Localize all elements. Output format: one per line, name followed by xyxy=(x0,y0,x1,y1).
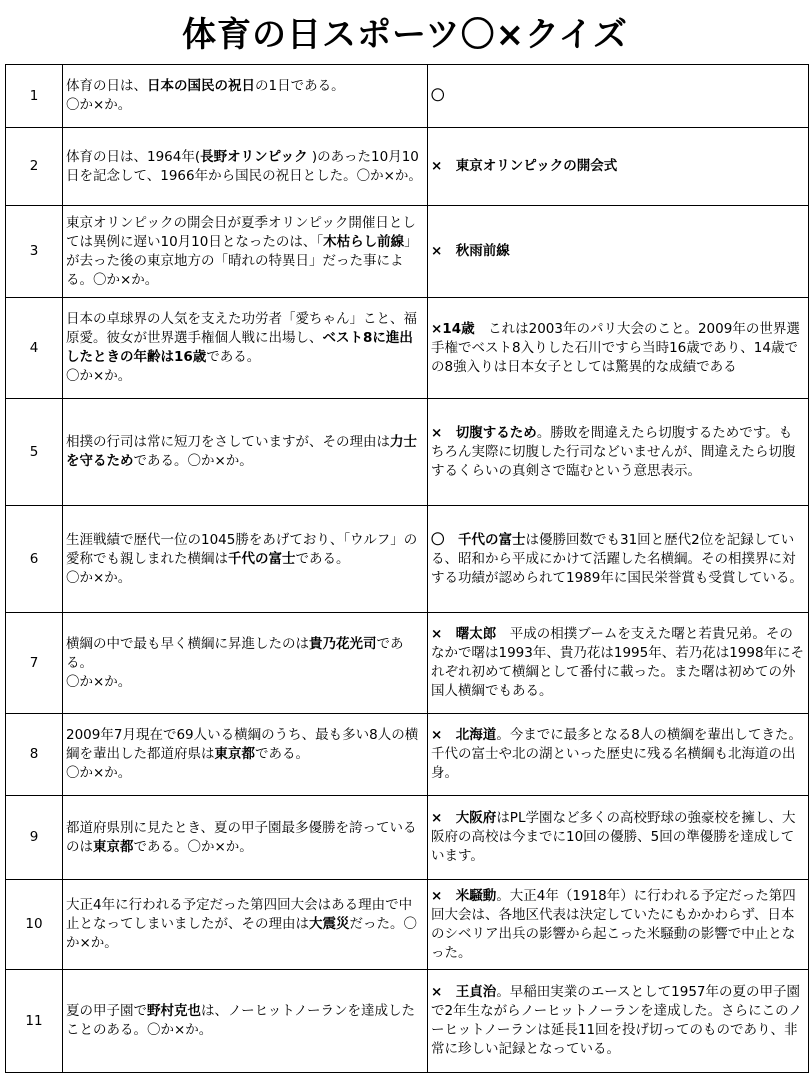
a-text-segment: 。大正4年（1918年）に行われる予定だった第四回大会は、各地区代表は決定していたにもかかわらず、日本のシベリア出兵の影響から起こった米騒動の影響で中止となった。 xyxy=(431,887,796,961)
q-text-segment: 貴乃花光司 xyxy=(309,635,377,652)
a-text-segment: 〇 xyxy=(431,87,445,104)
answer-cell xyxy=(428,65,809,128)
question-cell xyxy=(63,970,428,1073)
a-text-segment: 〇 千代の富士 xyxy=(431,531,526,548)
quiz-row xyxy=(6,613,809,714)
a-text-segment: 。早稲田実業のエースとして1957年の夏の甲子園で2年生ながらノーヒットノーランを達成した。さらにこのノーヒットノーランは延長11回を投げ切ってのものであり、非常に珍しい記録となっている。 xyxy=(431,984,803,1057)
q-text-segment: 千代の富士 xyxy=(228,550,296,567)
q-text-segment: 日本の卓球界の人気を支えた功労者「愛ちゃん」こと、福原愛。彼女が世界選手権個人戦に出場し、 xyxy=(66,311,417,346)
a-text-segment: ×14歳 xyxy=(431,320,475,337)
question-number: 2 xyxy=(6,128,63,206)
q-text-segment: ベスト8に進出したときの年齢は16歳 xyxy=(66,330,413,365)
answer-cell xyxy=(428,970,809,1073)
a-text-segment: × 東京オリンピックの開会式 xyxy=(431,158,618,174)
question-cell xyxy=(63,128,428,206)
answer-cell xyxy=(428,399,809,506)
question-cell xyxy=(63,65,428,128)
question-number: 11 xyxy=(6,970,63,1073)
a-text-segment: × 曙太郎 xyxy=(431,626,497,642)
question-number: 1 xyxy=(6,65,63,128)
q-text-segment: である。 xyxy=(206,349,261,365)
quiz-row xyxy=(6,206,809,298)
a-text-segment: はPL学園など多くの高校野球の強豪校を擁し、大阪府の高校は今までに10回の優勝、5回の準優勝を達成しています。 xyxy=(431,810,796,864)
q-text-segment: 〇か×か。 xyxy=(66,765,132,781)
q-text-segment: 相撲の行司は常に短刀をさしていますが、その理由は xyxy=(66,434,390,450)
question-number: 4 xyxy=(6,298,63,399)
q-text-segment: 野村克也 xyxy=(147,1003,201,1019)
a-text-segment: 。今までに最多となる8人の横綱を輩出してきた。千代の富士や北の湖といった歴史に残る名横綱も北海道の出身。 xyxy=(431,727,802,781)
answer-cell xyxy=(428,796,809,880)
q-text-segment: 都道府県別に見たとき、夏の甲子園最多優勝を誇っているのは xyxy=(66,819,417,855)
a-text-segment: × 王貞治 xyxy=(431,984,497,1000)
a-text-segment: × 大阪府 xyxy=(431,810,497,826)
quiz-row xyxy=(6,714,809,796)
q-text-segment: 生涯戦績で歴代一位の1045勝をあげており、「ウルフ」の愛称でも親しまれた横綱は xyxy=(66,531,418,567)
q-text-segment: 大震災 xyxy=(309,916,350,932)
q-text-segment: 木枯らし前線 xyxy=(323,233,405,250)
quiz-table-body xyxy=(6,65,809,1073)
a-text-segment: これは2003年のパリ大会のこと。2009年の世界選手権でベスト8入りした石川ですら当時16歳であり、14歳での8強入りは日本女子としては驚異的な成績である xyxy=(431,320,800,375)
q-text-segment: 横綱の中で最も早く横綱に昇進したのは xyxy=(66,635,309,652)
q-text-segment: である。 xyxy=(66,635,404,671)
q-text-segment: 〇か×か。 xyxy=(66,97,132,113)
question-number: 7 xyxy=(6,613,63,714)
q-text-segment: 体育の日は、1964年( xyxy=(66,148,201,165)
a-text-segment: × 秋雨前線 xyxy=(431,243,510,259)
a-text-segment: × 切腹するため xyxy=(431,424,537,441)
page-title: 体育の日スポーツ〇×クイズ xyxy=(181,15,629,55)
q-text-segment: 夏の甲子園で xyxy=(66,1003,147,1019)
q-text-segment: である。〇か×か。 xyxy=(133,453,253,469)
quiz-table xyxy=(5,64,809,1073)
quiz-row xyxy=(6,65,809,128)
quiz-row xyxy=(6,399,809,506)
question-number: 6 xyxy=(6,506,63,613)
answer-cell xyxy=(428,506,809,613)
q-text-segment: の1日である。 xyxy=(255,78,345,94)
quiz-row xyxy=(6,970,809,1073)
question-cell xyxy=(63,613,428,714)
question-cell xyxy=(63,298,428,399)
answer-cell xyxy=(428,206,809,298)
a-text-segment: × 北海道 xyxy=(431,727,497,743)
q-text-segment: 体育の日は、 xyxy=(66,78,147,94)
a-text-segment: 平成の相撲ブームを支えた曙と若貴兄弟。そのなかで曙は1993年、貴乃花は1995年、若乃花は1998年にそれぞれ初めて横綱として番付に載った。また曙は初めての外国人横綱でもある。 xyxy=(431,626,805,699)
q-text-segment: 」が去った後の東京地方の「晴れの特異日」だった事による。〇か×か。 xyxy=(66,233,418,288)
question-number: 10 xyxy=(6,880,63,970)
q-text-segment: 〇か×か。 xyxy=(66,368,132,384)
q-text-segment: である。 xyxy=(295,550,350,567)
question-number: 9 xyxy=(6,796,63,880)
quiz-row xyxy=(6,796,809,880)
q-text-segment: 〇か×か。 xyxy=(66,673,132,690)
quiz-row xyxy=(6,298,809,399)
a-text-segment: 。勝敗を間違えたら切腹するためです。もちろん実際に切腹した行司などいませんが、間違えたら切腹するくらいの真剣さで臨むという意思表示。 xyxy=(431,424,796,479)
answer-cell xyxy=(428,880,809,970)
question-number: 8 xyxy=(6,714,63,796)
question-cell xyxy=(63,506,428,613)
question-number: 5 xyxy=(6,399,63,506)
question-cell xyxy=(63,880,428,970)
answer-cell xyxy=(428,298,809,399)
q-text-segment: は、ノーヒットノーランを達成したことのある。〇か×か。 xyxy=(66,1003,415,1038)
question-cell xyxy=(63,399,428,506)
answer-cell xyxy=(428,714,809,796)
quiz-row xyxy=(6,128,809,206)
q-text-segment: )のあった10月10日を記念して、1966年から国民の祝日とした。〇か×か。 xyxy=(66,148,422,184)
q-text-segment: 2009年7月現在で69人いる横綱のうち、最も多い8人の横綱を輩出した都道府県は xyxy=(66,727,419,762)
a-text-segment: × 米騒動 xyxy=(431,887,497,904)
q-text-segment: 〇か×か。 xyxy=(66,569,132,586)
q-text-segment: 大正4年に行われる予定だった第四回大会はある理由で中止となってしまいましたが、その理由は xyxy=(66,897,413,932)
quiz-row xyxy=(6,506,809,613)
q-text-segment: である。 xyxy=(255,746,309,762)
question-cell xyxy=(63,714,428,796)
answer-cell xyxy=(428,128,809,206)
q-text-segment: 東京都 xyxy=(93,838,134,855)
question-cell xyxy=(63,206,428,298)
q-text-segment: 日本の国民の祝日 xyxy=(147,78,255,94)
q-text-segment: 東京オリンピックの開会日が夏季オリンピック開催日としては異例に遅い10月10日となったのは、「 xyxy=(66,214,416,250)
answer-cell xyxy=(428,613,809,714)
question-cell xyxy=(63,796,428,880)
q-text-segment: 力士を守るため xyxy=(66,434,417,469)
q-text-segment: 長野オリンピック xyxy=(200,148,308,165)
question-number: 3 xyxy=(6,206,63,298)
q-text-segment: である。〇か×か。 xyxy=(133,838,253,855)
q-text-segment: 東京都 xyxy=(214,746,255,762)
a-text-segment: は優勝回数でも31回と歴代2位を記録している、昭和から平成にかけて活躍した名横綱。その相撲界に対する功績が認められて1989年に国民栄誉賞も受賞している。 xyxy=(431,531,803,586)
quiz-row xyxy=(6,880,809,970)
q-text-segment: だった。〇か×か。 xyxy=(66,916,417,951)
